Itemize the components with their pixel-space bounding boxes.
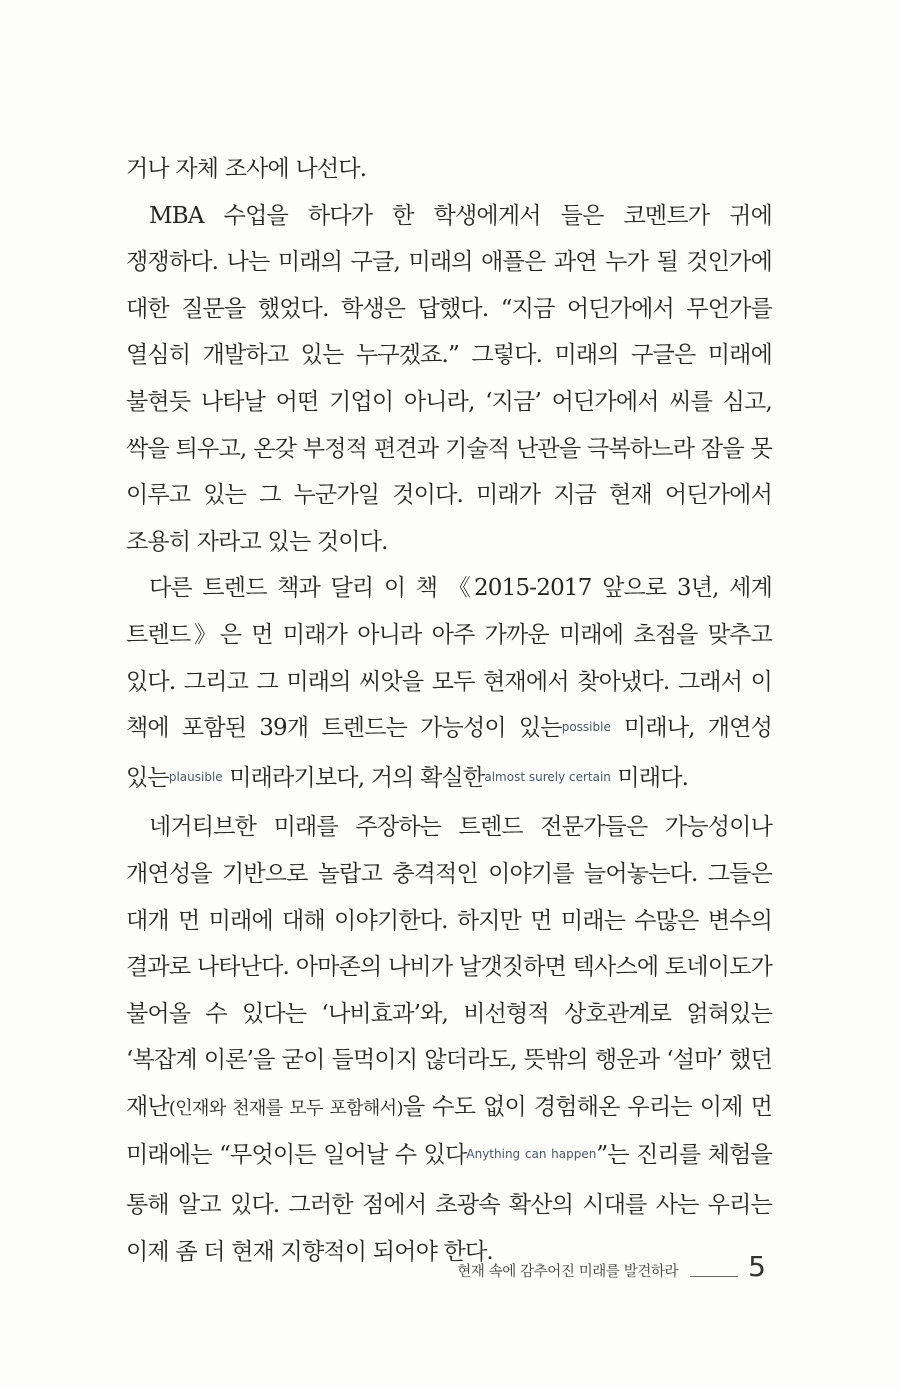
text-run: 을 수도 없이 경험해온 우리는 이제 먼 미래에는 “무엇이든 일어날 수 있다	[126, 1093, 772, 1169]
parenthetical-note: (인재와 천재를 모두 포함해서)	[168, 1097, 403, 1119]
body-text	[126, 146, 772, 1275]
paragraph-mba-anecdote	[126, 193, 772, 566]
text-run: 미래라기보다, 거의 확실한	[222, 764, 485, 791]
footer-rule	[690, 1276, 738, 1277]
text-run: 다른 트렌드 책과 달리 이 책 《2015-2017 앞으로 3년, 세계 트렌드》은 먼 미래가 아니라 아주 가까운 미래에 초점을 맞추고 있다. 그리고 그 미래의 씨앗을 모두 현재에서 찾아냈다. 그래서 이 책에 포함된 39개 트렌드는 가능성이 있는	[126, 575, 772, 742]
english-gloss: plausible	[168, 769, 223, 784]
page-number: 5	[748, 1250, 766, 1283]
page-footer	[457, 1252, 766, 1282]
paragraph-book-focus	[126, 565, 772, 804]
text-run: 미래나, 개연성 있는	[126, 715, 772, 791]
english-gloss: Anything can happen	[466, 1147, 597, 1162]
text-run: MBA 수업을 하다가 한 학생에게서 들은 코멘트가 귀에 쟁쟁하다. 나는 미래의 구글, 미래의 애플은 과연 누가 될 것인가에 대한 질문을 했었다. 학생은 답했다. “지금 어딘가에서 무언가를 열심히 개발하고 있는 누구겠죠.” 그렇다. 미래의 구글은 미래에 불현듯 나타날 어떤 기업이 아니라, ‘지금’ 어딘가에서 씨를 심고, 싹을 틔우고, 온갖 부정적 편견과 기술적 난관을 극복하느라 잠을 못 이루고 있는 그 누군가일 것이다. 미래가 지금 현재 어딘가에서 조용히 자라고 있는 것이다.	[126, 202, 772, 555]
running-chapter-title: 현재 속에 감추어진 미래를 발견하라	[457, 1264, 679, 1280]
paragraph-negative-futures	[126, 804, 772, 1275]
english-gloss: possible	[561, 720, 611, 735]
text-run: 미래다.	[610, 764, 689, 791]
english-gloss: almost surely certain	[484, 769, 611, 784]
text-run: 거나 자체 조사에 나선다.	[126, 156, 367, 182]
text-run: ”는 진리를 체험을 통해 알고 있다. 그러한 점에서 초광속 확산의 시대를 사는 우리는 이제 좀 더 현재 지향적이 되어야 한다.	[126, 1142, 772, 1265]
paragraph-continuation	[126, 146, 772, 193]
text-run: 네거티브한 미래를 주장하는 트렌드 전문가들은 가능성이나 개연성을 기반으로 놀랍고 충격적인 이야기를 늘어놓는다. 그들은 대개 먼 미래에 대해 이야기한다. 하지만 먼 미래는 수많은 변수의 결과로 나타난다. 아마존의 나비가 날갯짓하면 텍사스에 토네이도가 불어올 수 있다는 ‘나비효과’와, 비선형적 상호관계로 얽혀있는 ‘복잡계 이론’을 굳이 들먹이지 않더라도, 뜻밖의 행운과 ‘설마’ 했던 재난	[126, 814, 772, 1120]
